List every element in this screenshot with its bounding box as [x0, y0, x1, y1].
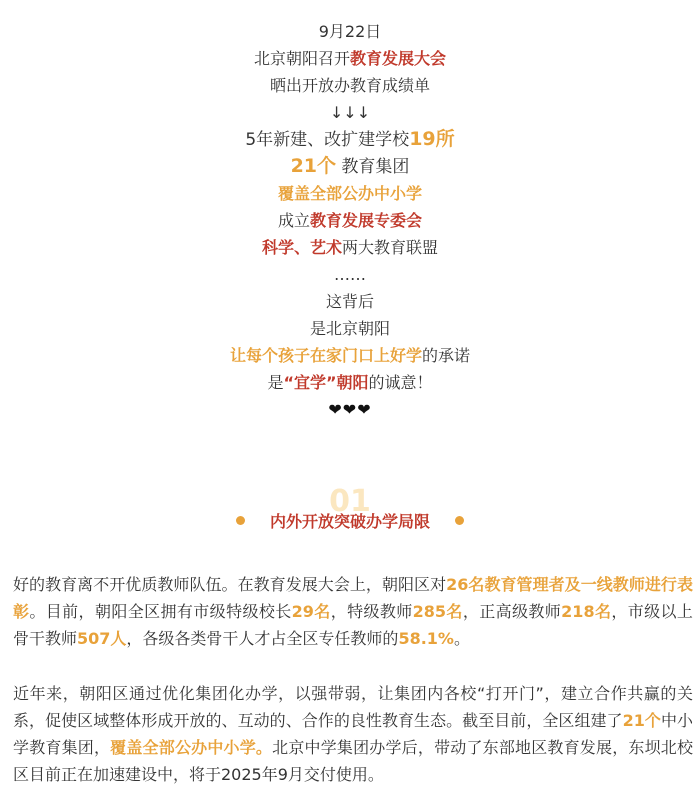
bullet-dot-icon — [455, 516, 464, 525]
paragraph-groups: 近年来，朝阳区通过优化集团化办学，以强带弱，让集团内各校“打开门”，建立合作共赢的关系，促使区域整体形成开放的、互动的、合作的良性教育生态。截至目前，全区组建了21个中小学教育集团，覆盖全部公办中小学。北京中学集团办学后，带动了东部地区教育发展，东坝北校区目前正在加速建设中，将于2025年9月交付使用。 — [13, 684, 693, 784]
intro-line-alliance: 科学、艺术两大教育联盟 — [261, 238, 439, 257]
intro-line-promise: 让每个孩子在家门口上好学的承诺 — [229, 346, 471, 365]
intro-date: 9月22日 — [318, 22, 382, 41]
alliance-highlight: 科学、艺术 — [261, 238, 342, 257]
sincerity-highlight: “宜学”朝阳 — [283, 373, 369, 392]
schools-count-highlight: 19所 — [409, 128, 455, 150]
section-number: 01 — [329, 484, 371, 519]
committee-highlight: 教育发展专委会 — [310, 211, 423, 230]
bullet-dot-icon — [236, 516, 245, 525]
arrow-down-icon: ↓↓↓ — [329, 103, 371, 122]
section-title-row — [0, 509, 700, 532]
groups-count-highlight: 21个 — [290, 155, 337, 177]
coverage-highlight: 覆盖全部公办中小学 — [277, 184, 422, 203]
intro-line-committee: 成立教育发展专委会 — [277, 211, 423, 230]
intro-line-coverage — [0, 180, 700, 207]
intro-line-conference: 北京朝阳召开教育发展大会 — [253, 49, 447, 68]
intro-block — [0, 18, 700, 423]
intro-ellipsis: …… — [334, 265, 366, 284]
section-title: 内外开放突破办学局限 — [269, 512, 430, 531]
backbone-teachers-count: 507人 — [77, 629, 127, 648]
intro-arrows — [0, 99, 700, 126]
commendation-highlight: 26名教育管理者及一线教师进行表彰 — [13, 575, 693, 621]
principals-count: 29名 — [291, 602, 331, 621]
intro-line-behind: 这背后 — [325, 292, 374, 311]
intro-line-sincerity: 是“宜学”朝阳的诚意！ — [267, 373, 433, 392]
groups-count: 21个 — [622, 711, 661, 730]
intro-line-beijing: 是北京朝阳 — [309, 319, 390, 338]
special-teachers-count: 285名 — [412, 602, 463, 621]
heart-icon: ❤❤❤ — [328, 400, 372, 419]
coverage-text: 覆盖全部公办中小学。 — [110, 738, 273, 757]
senior-teachers-count: 218名 — [561, 602, 612, 621]
conference-highlight: 教育发展大会 — [350, 49, 447, 68]
paragraph-teachers: 好的教育离不开优质教师队伍。在教育发展大会上，朝阳区对26名教育管理者及一线教师进行表彰。目前，朝阳全区拥有市级特级校长29名，特级教师285名，正高级教师218名，市级以上骨干教师507人，各级各类骨干人才占全区专任教师的58.1%。 — [13, 575, 693, 648]
intro-line-schools: 5年新建、改扩建学校19所 — [245, 128, 455, 150]
promise-highlight: 让每个孩子在家门口上好学 — [229, 346, 422, 365]
intro-hearts — [0, 396, 700, 423]
section-header — [0, 484, 700, 537]
talent-percentage: 58.1% — [398, 629, 454, 648]
intro-line-report: 晒出开放办教育成绩单 — [269, 76, 430, 95]
intro-line-groups: 21个 教育集团 — [290, 155, 410, 177]
